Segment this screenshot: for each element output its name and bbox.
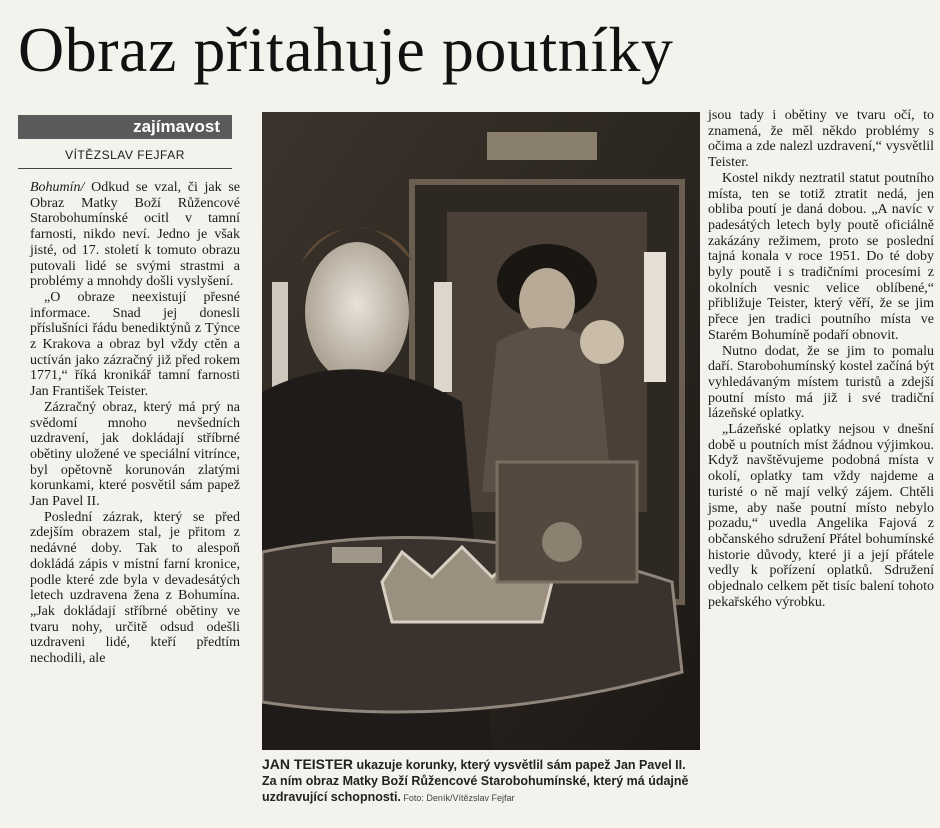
paragraph-text: Odkud se vzal, či jak se Obraz Matky Boží Růžencové Starobohumínské ocitl v tamní farnosti, nikdo neví. Jedno je však jisté, od 17. století k tomuto obrazu putovali lidé se svými strastmi a problémy a mnohdy došli vyslyšení. (30, 180, 240, 290)
rubric-label: zajímavost (18, 115, 232, 139)
caption-text: ukazuje korunky, který vysvětlil sám papež Jan Pavel II. Za ním obraz Matky Boží Růžencové Starobohumínské, který má údajně uzdravující schopnosti. (262, 758, 689, 804)
paragraph: Nutno dodat, že se jim to pomalu daří. Starobohumínský kostel začíná být vyhledávaným místem turistů a zdejší poutní místo má již i své tradiční lázeňské oplatky. (708, 343, 934, 422)
paragraph: Kostel nikdy neztratil statut poutního místa, ten se totiž ztratit nedá, jen obliba poutí je daná dobou. „A navíc v padesátých letech byly poutě oficiálně zakázány režimem, proto se poslední tajná konala v roce 1951. Do té doby byly poutě i s tradičními procesími z okolních vesnic velice oblíbené,“ přibližuje Teister, který věří, že se jim přece jen tradici poutního místa ve Starém Bohumíně podaří obnovit. (708, 170, 934, 343)
paragraph: jsou tady i obětiny ve tvaru očí, to znamená, že měl někdo problémy s očima a zde nalezl uzdravení,“ vysvětlil Teister. (708, 108, 934, 171)
dateline: Bohumín/ (30, 180, 85, 195)
article-column-3 (708, 108, 934, 611)
article-photo (262, 112, 700, 750)
photo-credit: Foto: Deník/Vítězslav Fejfar (400, 793, 515, 803)
paragraph: „O obraze neexistují přesné informace. Snad jej donesli příslušníci řádu benediktýnů z Týnce z Krakova a obraz byl vždy ctěn a uctíván jako zázračný již před rokem 1771,“ říká kronikář tamní farnosti Jan František Teister. (30, 289, 240, 400)
caption-name: JAN TEISTER (262, 756, 354, 772)
paragraph: „Lázeňské oplatky nejsou v dnešní době u poutních míst žádnou výjimkou. Když navštěvujeme podobná místa v okolí, oplatky tam vždy najdeme a turisté o ně mají velký zájem. Chtěli jsme, aby naše poutní místo nebylo pozadu,“ uvedla Angelika Fajová z občanského sdružení Přátel bohumínské historie důvody, které ji a její přátele vedly k pořízení oplatků. Sdružení objednalo celkem pět tisíc balení tohoto pekařského výrobku. (708, 422, 934, 610)
photo-caption (262, 756, 702, 806)
paragraph: Poslední zázrak, který se před zdejším obrazem stal, je přitom z nedávné doby. Tak to alespoň dokládá zápis v místní farní kronice, podle které zde byla v devadesátých letech uzdravena žena z Bohumína. „Jak dokládají stříbrné obětiny ve tvaru nohy, určitě odsud odešli uzdraveni lidé, kteří předtím nechodili, ale (30, 509, 240, 667)
article-column-1 (30, 180, 240, 667)
byline: VÍTĚZSLAV FEJFAR (18, 148, 232, 169)
paragraph: Zázračný obraz, který má prý na svědomí mnoho nevšedních uzdravení, jak dokládají stříbrné obětiny uložené ve speciální vitríncе, byl opětovně korunován zlatými korunkami, které posvětil sám papež Jan Pavel II. (30, 399, 240, 510)
paragraph (30, 180, 240, 290)
headline: Obraz přitahuje poutníky (18, 14, 674, 85)
